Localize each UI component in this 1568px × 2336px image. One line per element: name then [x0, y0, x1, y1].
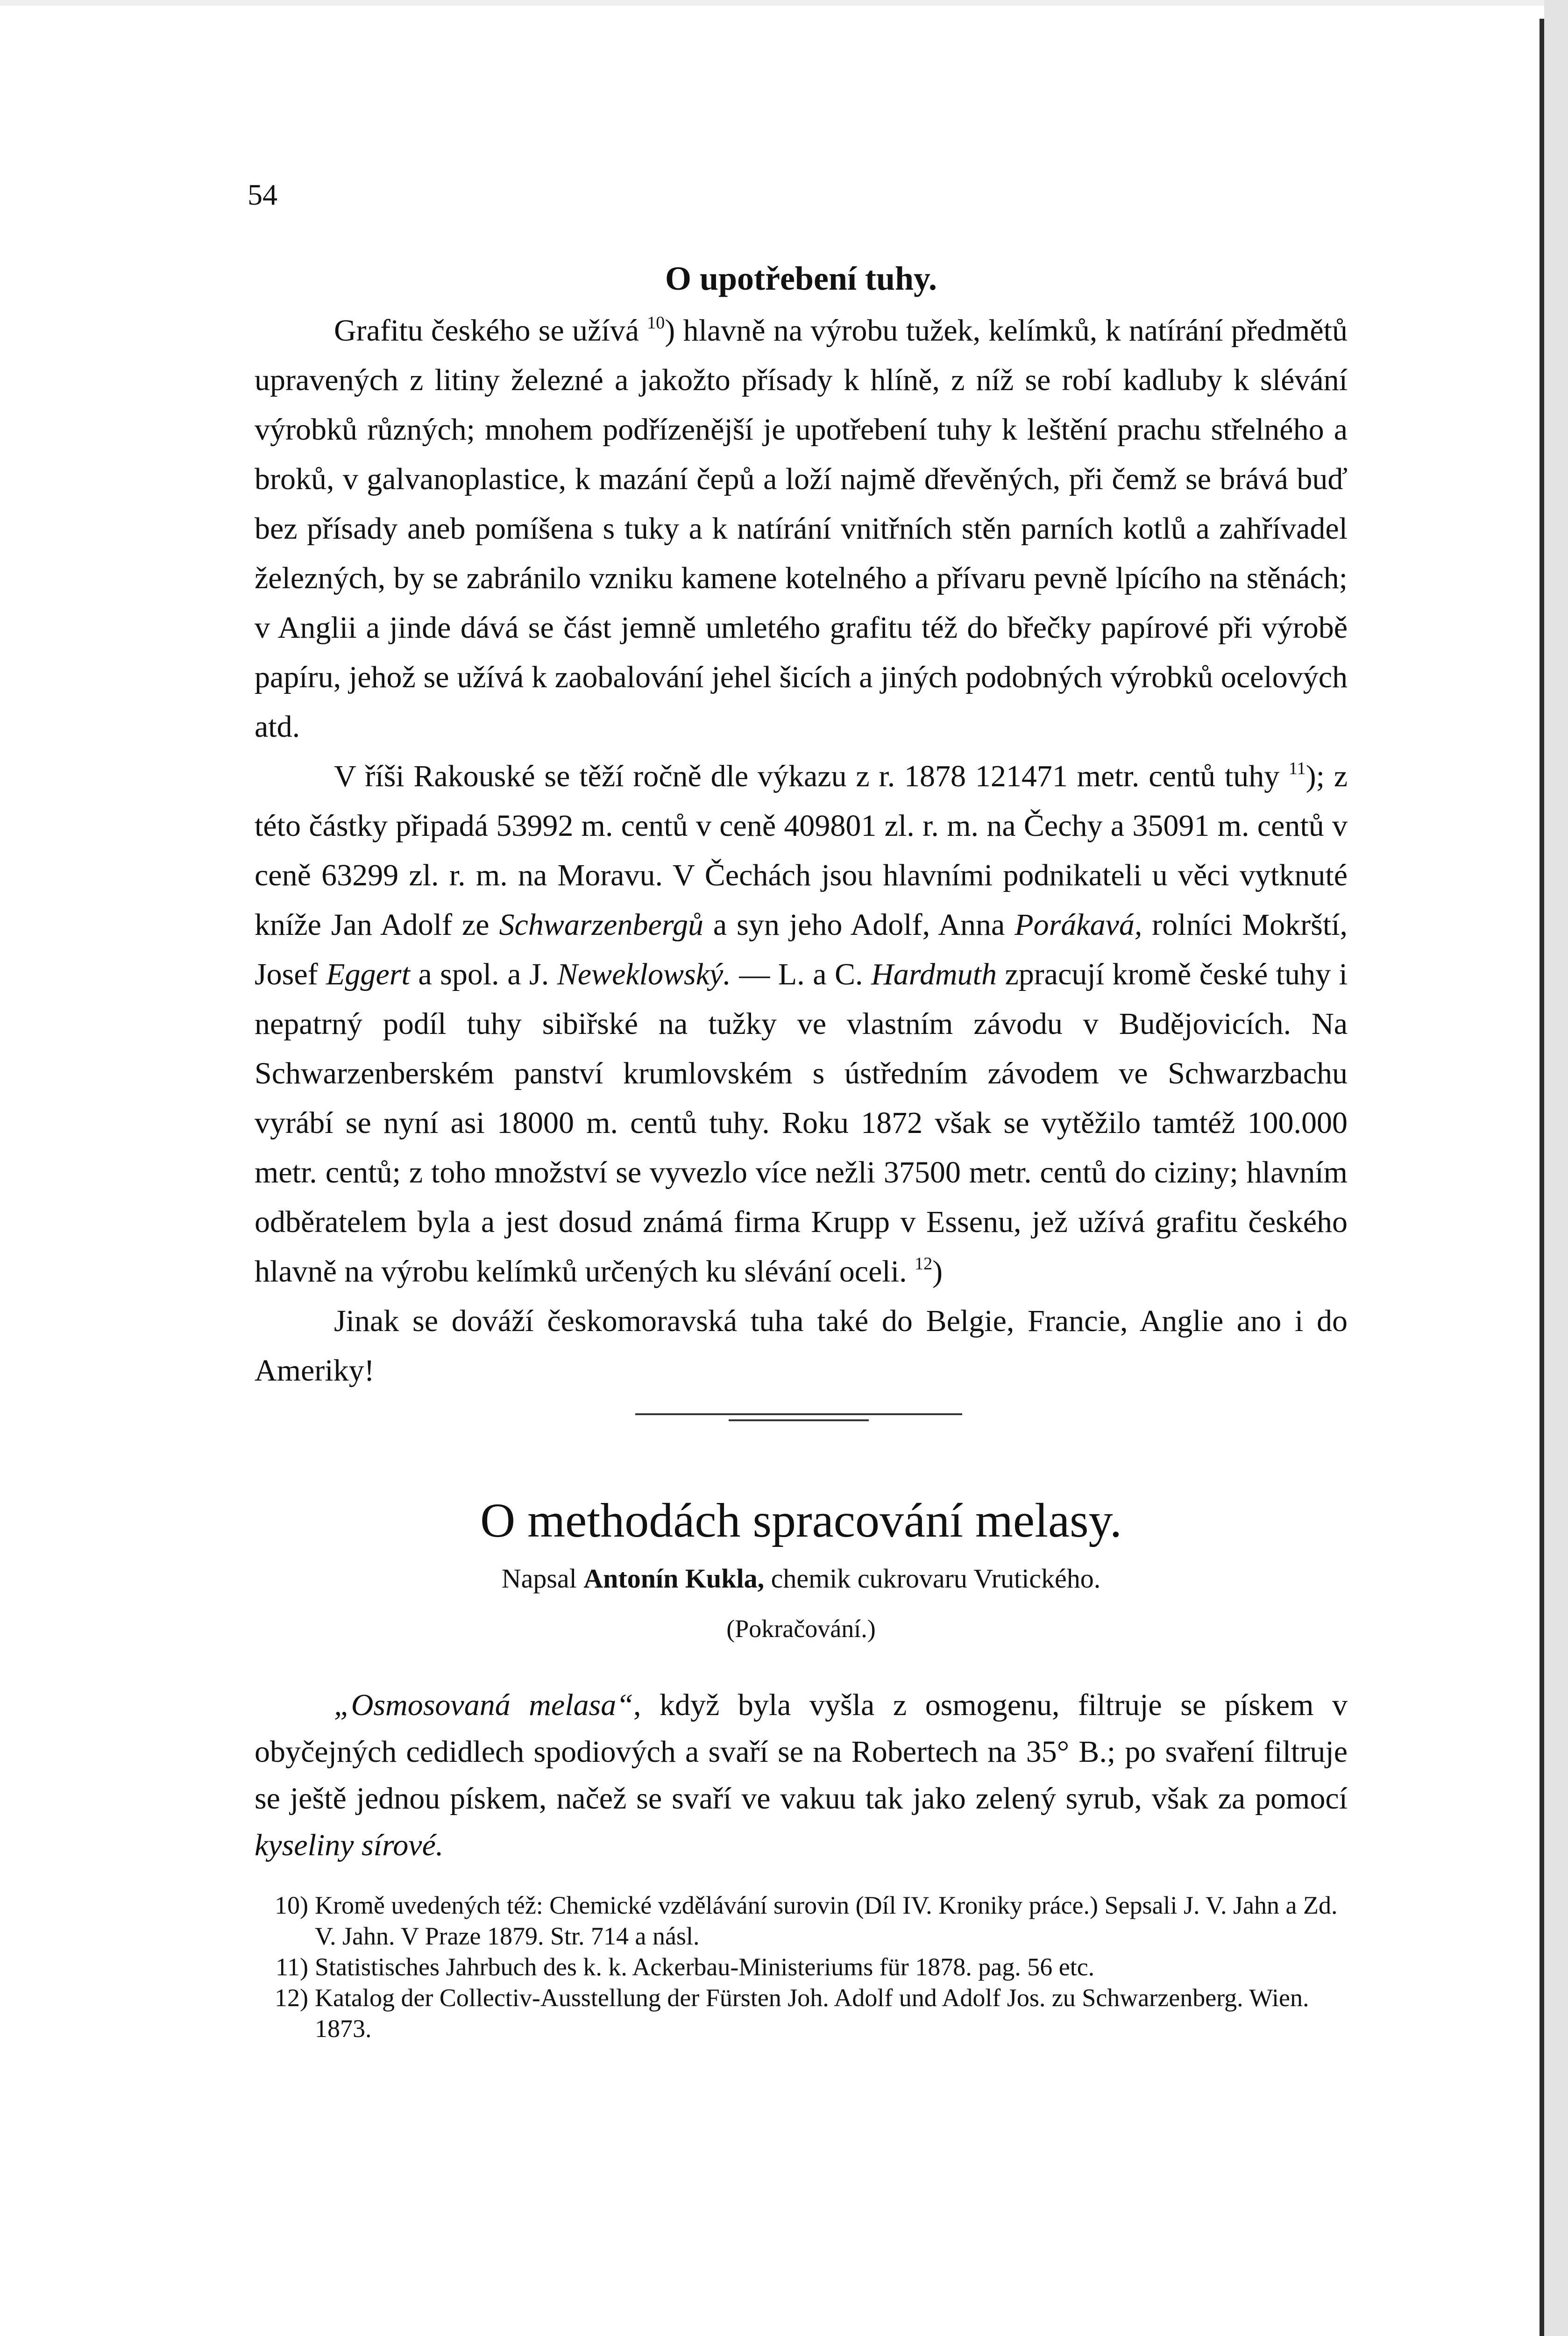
text: — L. a C. — [731, 957, 872, 991]
footnote-ref: 11 — [1289, 759, 1306, 778]
text: chemik cukrovaru Vrutického. — [764, 1563, 1101, 1594]
paragraph — [255, 306, 1348, 752]
italic-name: Neweklowský. — [557, 957, 731, 991]
page-number: 54 — [248, 178, 277, 211]
author-name: Antonín Kukla, — [583, 1563, 765, 1594]
paragraph: Jinak se dováží českomoravská tuha také do Belgie, Francie, Anglie ano i do Ameriky! — [255, 1304, 1348, 1388]
text: zpracují kromě české tuhy i nepatrný podíl tuhy sibiřské na tužky ve vlastním závodu v Budějovicích. Na Schwarzenberském panství krumlovském s ústředním závodem ve Schwarzbachu vyrábí se nyní asi 18000 m. centů tuhy. Roku 1872 však se vytěžilo tamtéž 100.000 metr. centů; z toho množství se vyvezlo více nežli 37500 metr. centů do ciziny; hlavním odběratelem byla a jest dosud známá firma Krupp v Essenu, jež užívá grafitu českého hlavně na výrobu kelímků určených ku slévání oceli. — [255, 957, 1348, 1289]
section-heading-graphite: O upotřebení tuhy. — [665, 260, 937, 297]
text: ) hlavně na výrobu tužek, kelímků, k natírání předmětů upravených z litiny železné a jakožto přísady k hlíně, z níž se robí kadluby k slévání výrobků různých; mnohem podřízenější je upotřebení tuhy k leštění prachu střelného a broků, v galvanoplastice, k mazání čepů a loží najmě dřevěných, při čemž se brává buď bez přísady aneb pomíšena s tuky a k natírání vnitřních stěn parních kotlů a zahřívadel železných, by se zabránilo vzniku kamene kotelného a přívaru pevně lpícího na stěnách; v Anglii a jinde dává se část jemně umletého grafitu též do břečky papírové při výrobě papíru, jehož se užívá k zaobalování jehel šicích a jiných podobných výrobků ocelových atd. — [255, 313, 1348, 744]
book-spine-shade — [1544, 0, 1568, 2336]
text: Grafitu českého se užívá — [334, 313, 647, 348]
italic-name: Schwarzenbergů — [499, 908, 704, 942]
italic-term: „Osmosovaná melasa“ — [334, 1688, 633, 1722]
continued-label: (Pokračování.) — [726, 1615, 876, 1643]
text: a syn jeho Adolf, Anna — [703, 908, 1015, 942]
footnote-text: Katalog der Collectiv-Ausstellung der Fürsten Joh. Adolf und Adolf Jos. zu Schwarzenberg. Wien. 1873. — [315, 1984, 1309, 2043]
footnote-number: 12) — [275, 1984, 308, 2012]
section-body-molasses — [255, 1682, 1348, 1869]
footnote-number: 11) — [276, 1953, 308, 1981]
footnote-text: Statistisches Jahrbuch des k. k. Ackerbau-Ministeriums für 1878. pag. 56 etc. — [315, 1953, 1095, 1981]
section-body-graphite — [255, 306, 1348, 1396]
text: , když byla vyšla z osmogenu, filtruje se pískem v obyčejných cedidlech spodiových a svaří se na Robertech na 35° B.; po svaření filtruje se ještě jednou pískem, načež se svaří ve vakuu tak jako zelený syrub, však za pomocí — [255, 1688, 1348, 1816]
text: Napsal — [501, 1563, 584, 1594]
footnote — [255, 1982, 1348, 2044]
text: V říši Rakouské se těží ročně dle výkazu z r. 1878 121471 metr. centů tuhy — [334, 759, 1289, 793]
italic-term: kyseliny sírové. — [255, 1828, 444, 1862]
italic-name: Hardmuth — [871, 957, 997, 991]
footnote — [255, 1951, 1348, 1982]
paragraph — [255, 1682, 1348, 1869]
footnotes — [255, 1890, 1348, 2044]
footnote — [255, 1890, 1348, 1951]
section-divider-short — [729, 1419, 869, 1421]
paragraph — [255, 752, 1348, 1296]
article-byline — [255, 1563, 1348, 1594]
text: rolníci Mokrští, Josef — [255, 908, 1348, 991]
footnote-number: 10) — [275, 1891, 308, 1919]
text: a spol. a J. — [410, 957, 557, 991]
italic-name: Eggert — [326, 957, 410, 991]
page-top-edge — [0, 0, 1568, 6]
section-divider — [635, 1413, 962, 1415]
italic-name: Porákavá, — [1015, 908, 1142, 942]
footnote-ref: 12 — [915, 1254, 933, 1274]
footnote-ref: 10 — [647, 313, 665, 333]
article-title: O methodách spracování melasy. — [480, 1494, 1122, 1547]
footnote-text: Kromě uvedených též: Chemické vzdělávání surovin (Díl IV. Kroniky práce.) Sepsali J. V. Jahn a Zd. V. Jahn. V Praze 1879. Str. 714 a násl. — [315, 1891, 1338, 1950]
book-spine-line — [1540, 19, 1544, 2336]
text: ); z této částky připadá 53992 m. centů v ceně 409801 zl. r. m. na Čechy a 35091 m. centů v ceně 63299 zl. r. m. na Moravu. V Čechách jsou hlavními podnikateli u věci vytknuté kníže Jan Adolf ze — [255, 759, 1348, 942]
text: ) — [932, 1254, 943, 1289]
